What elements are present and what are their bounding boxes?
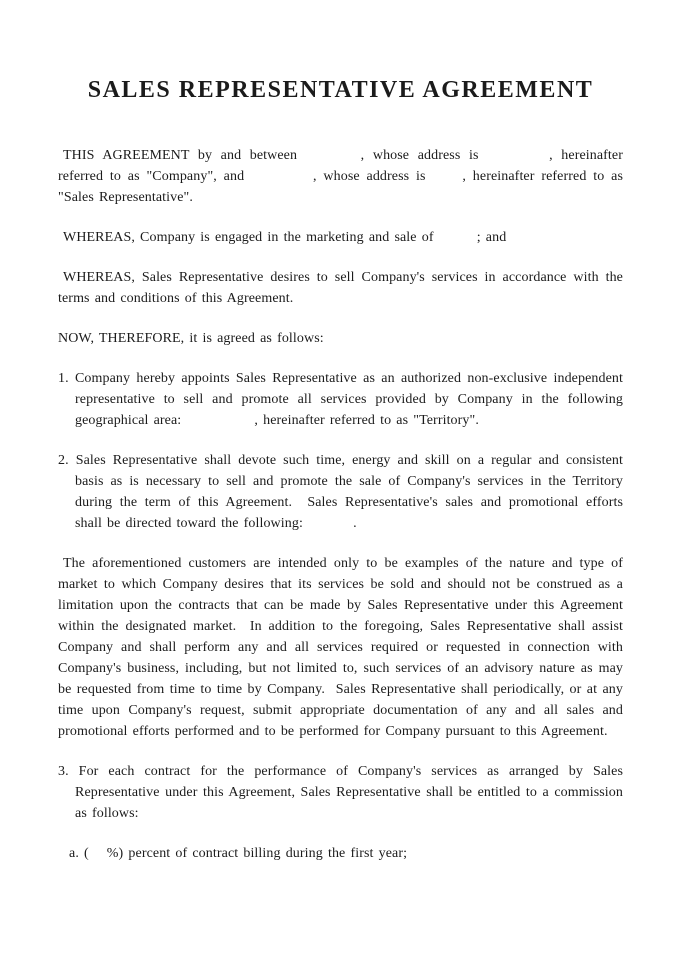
fill-in-blank: [439, 240, 477, 241]
clause-3a-first-year: a. ( %) percent of contract billing during the first year;: [69, 846, 408, 861]
paragraph-parties-clause: THIS AGREEMENT by and between , whose address is , hereinafter referred to as "Company", and , whose address is , hereinafter referred to as "Sales Representative".: [58, 148, 623, 205]
fill-in-blank: [186, 423, 254, 424]
fill-in-blank: [432, 179, 462, 180]
paragraph-now-therefore: NOW, THEREFORE, it is agreed as follows:: [58, 331, 324, 346]
fill-in-blank: [89, 856, 107, 857]
clause-3-commission: 3. For each contract for the performance of Company's services as arranged by Sales Representative under this Agreement, Sales Representative shall be entitled to a commission as follows:: [58, 764, 623, 821]
document-title: SALES REPRESENTATIVE AGREEMENT: [87, 77, 594, 103]
clause-2-efforts: 2. Sales Representative shall devote such time, energy and skill on a regular and consistent basis as is necessary to sell and promote the sale of Company's services in the Territory during the term of this Agreement. Sales Representative's sales and promotional efforts shall be directed toward the following: .: [58, 453, 623, 531]
paragraph-whereas-desires: WHEREAS, Sales Representative desires to sell Company's services in accordance with the terms and conditions of this Agreement.: [58, 270, 623, 306]
paragraph-whereas-marketing: WHEREAS, Company is engaged in the marketing and sale of ; and: [63, 230, 507, 245]
fill-in-blank: [308, 526, 353, 527]
paragraph-aforementioned-customers: The aforementioned customers are intended only to be examples of the nature and type of market to which Company desires that its services be sold and should not be construed as a limitation upon the contracts that can be made by Sales Representative under this Agreement within the designated market. In addition to the foregoing, Sales Representative shall assist Company and shall perform any and all services required or requested in connection with Company's business, including, but not limited to, such services of an advisory nature as may be requested from time to time by Company. Sales Representative shall periodically, or at any time upon Company's request, submit appropriate documentation of any and all sales and promotional efforts performed and to be performed for Company pursuant to this Agreement.: [58, 556, 623, 739]
fill-in-blank: [251, 179, 313, 180]
fill-in-blank: [487, 158, 549, 159]
fill-in-blank: [306, 158, 361, 159]
clause-1-appointment: 1. Company hereby appoints Sales Representative as an authorized non-exclusive independent representative to sell and promote all services provided by Company in the following geographical area: , hereinafter referred to as "Territory".: [58, 371, 623, 428]
